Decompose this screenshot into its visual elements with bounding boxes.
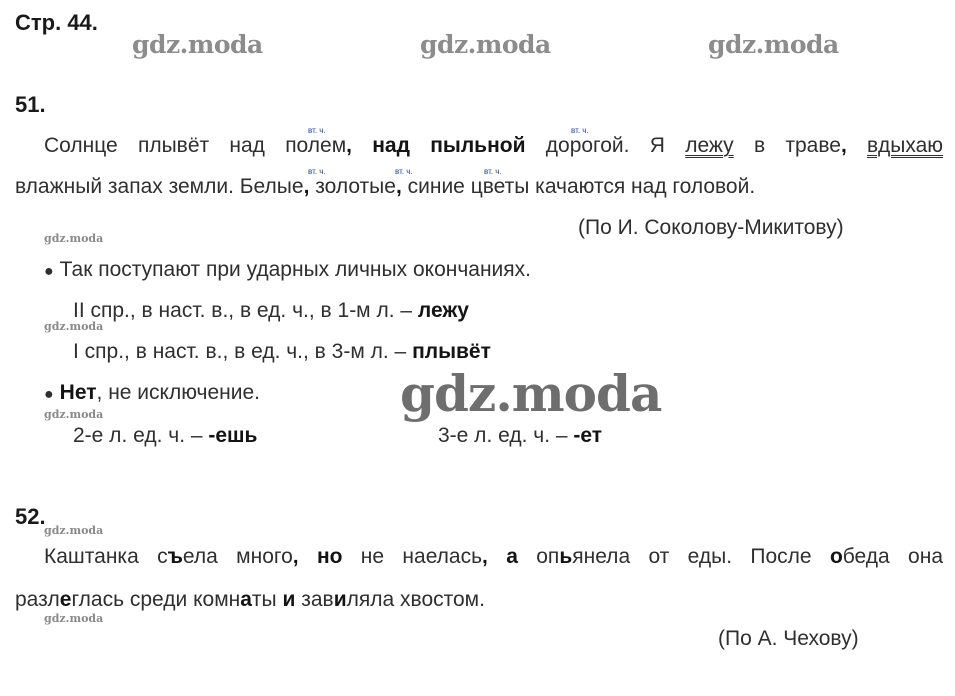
answer-bullet-2: ● Нет, не исключение.: [44, 381, 260, 404]
text-line-51-1: Солнце плывёт над полем, над пыльной дорогой. Я лежу в траве, вдыхаю: [44, 134, 944, 157]
text-line-51-2: влажный запах земли. Белые, золотые, синие цветы качаются над головой.: [15, 175, 756, 198]
annotation-label: вт. ч.: [308, 126, 326, 135]
watermark-logo: gdz.moda: [132, 30, 263, 59]
source-citation: (По И. Соколову-Микитову): [578, 216, 844, 239]
text-line-52-1: Каштанка съела много, но не наелась, а опьянела от еды. После обеда она: [44, 545, 944, 568]
rule-line-1: II спр., в наст. в., в ед. ч., в 1-м л. – лежу: [73, 299, 469, 322]
rule-line-2: I спр., в наст. в., в ед. ч., в 3-м л. – плывёт: [73, 340, 491, 363]
watermark-small: gdz.moda: [44, 612, 104, 625]
watermark-small: gdz.moda: [44, 320, 104, 333]
page-number: Стр. 44.: [15, 10, 98, 35]
ending-line-2: 3-е л. ед. ч. – -ет: [438, 424, 603, 447]
exercise-number-52: 52.: [15, 504, 46, 529]
ending-line-1: 2-е л. ед. ч. – -ешь: [73, 424, 258, 447]
exercise-number-51: 51.: [15, 92, 46, 117]
answer-bullet-1: ● Так поступают при ударных личных окончаниях.: [44, 258, 531, 281]
source-citation: (По А. Чехову): [718, 627, 859, 650]
annotation-label: вт. ч.: [308, 167, 326, 176]
watermark-small: gdz.moda: [44, 232, 104, 245]
watermark-small: gdz.moda: [44, 524, 104, 537]
text-line-52-2: разлеглась среди комнаты и завиляла хвостом.: [15, 588, 485, 611]
annotation-label: вт. ч.: [571, 126, 589, 135]
watermark-small: gdz.moda: [44, 408, 104, 421]
watermark-logo: gdz.moda: [420, 30, 551, 59]
watermark-logo: gdz.moda: [708, 30, 839, 59]
annotation-label: вт. ч.: [395, 167, 413, 176]
predicate: лежу: [685, 134, 734, 157]
watermark-large: gdz.moda: [400, 364, 662, 423]
predicate: вдыхаю: [867, 134, 944, 157]
annotation-label: вт. ч.: [484, 167, 502, 176]
